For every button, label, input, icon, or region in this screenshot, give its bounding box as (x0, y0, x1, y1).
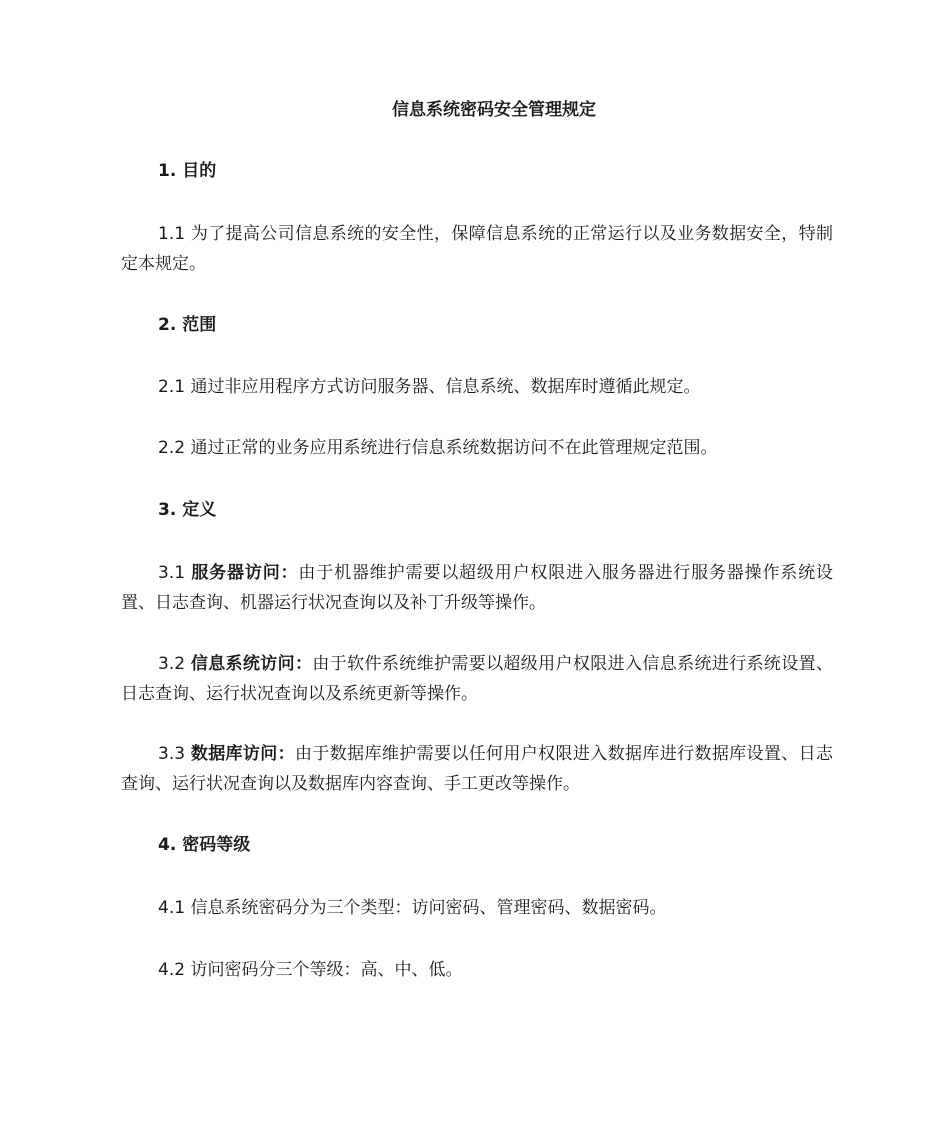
definition-term: 服务器访问： (191, 563, 299, 583)
paragraph-number: 2.1 (158, 377, 186, 397)
paragraph-number: 1.1 (158, 224, 186, 244)
paragraph-number: 3.3 (158, 744, 186, 764)
section-heading-definitions: 3. 定义 (158, 500, 217, 520)
paragraph-text: 由于机器维护需要以超级用户权限进入服务器进行服务器操作系统设置、日志查询、机器运行状况查询以及补丁升级等操作。 (121, 563, 834, 613)
paragraph-4-2 (121, 955, 833, 985)
paragraph-4-1 (121, 893, 833, 923)
document-title: 信息系统密码安全管理规定 (392, 100, 596, 120)
paragraph-number: 4.2 (158, 960, 186, 980)
paragraph-text: 由于数据库维护需要以任何用户权限进入数据库进行数据库设置、日志查询、运行状况查询以及数据库内容查询、手工更改等操作。 (121, 744, 834, 794)
paragraph-number: 2.2 (158, 438, 186, 458)
paragraph-number: 3.2 (158, 654, 186, 674)
paragraph-3-3 (121, 739, 833, 799)
definition-term: 数据库访问： (190, 744, 296, 764)
paragraph-text: 通过非应用程序方式访问服务器、信息系统、数据库时遵循此规定。 (190, 377, 701, 397)
paragraph-number: 3.1 (158, 563, 186, 583)
paragraph-text: 由于软件系统维护需要以超级用户权限进入信息系统进行系统设置、日志查询、运行状况查询以及系统更新等操作。 (121, 654, 834, 704)
section-heading-scope: 2. 范围 (158, 315, 217, 335)
paragraph-2-2 (121, 433, 833, 463)
paragraph-text: 通过正常的业务应用系统进行信息系统数据访问不在此管理规定范围。 (190, 438, 718, 458)
paragraph-number: 4.1 (158, 898, 186, 918)
paragraph-text: 信息系统密码分为三个类型：访问密码、管理密码、数据密码。 (190, 898, 667, 918)
paragraph-3-2 (121, 649, 833, 709)
section-heading-password-levels: 4. 密码等级 (158, 835, 251, 855)
definition-term: 信息系统访问： (190, 654, 313, 674)
paragraph-text: 访问密码分三个等级：高、中、低。 (190, 960, 463, 980)
paragraph-text: 为了提高公司信息系统的安全性，保障信息系统的正常运行以及业务数据安全，特制定本规定。 (121, 224, 834, 274)
section-heading-purpose: 1. 目的 (158, 161, 217, 181)
paragraph-1-1 (121, 219, 833, 279)
paragraph-2-1 (121, 372, 833, 402)
paragraph-3-1 (121, 558, 833, 618)
